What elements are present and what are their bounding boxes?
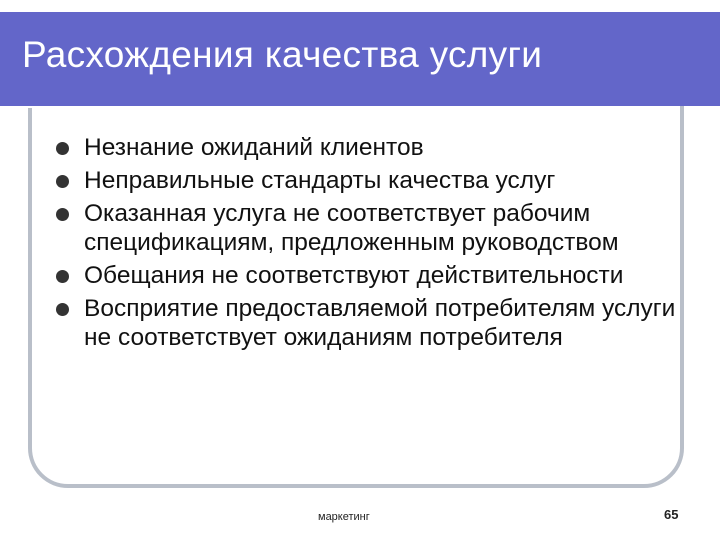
bullet-item xyxy=(56,166,676,195)
footer-label: маркетинг xyxy=(318,511,370,523)
bullet-text: Незнание ожиданий клиентов xyxy=(84,134,424,161)
title-underline xyxy=(0,106,634,108)
bullet-text: Обещания не соответствуют действительности xyxy=(84,262,624,289)
bullet-dot-icon xyxy=(56,208,69,221)
title-bar xyxy=(0,12,720,106)
bullet-item xyxy=(56,133,676,162)
bullet-dot-icon xyxy=(56,142,69,155)
bullet-text: Восприятие предоставляемой потребителям услуги не соответствует ожиданиям потребителя xyxy=(84,295,676,351)
bullet-dot-icon xyxy=(56,303,69,316)
bullet-text: Оказанная услуга не соответствует рабочим спецификациям, предложенным руководством xyxy=(84,200,619,256)
bullet-item xyxy=(56,294,676,352)
bullet-dot-icon xyxy=(56,270,69,283)
bullet-list xyxy=(56,133,676,352)
bullet-item xyxy=(56,261,676,290)
bullet-dot-icon xyxy=(56,175,69,188)
slide-content xyxy=(56,133,676,356)
slide-title: Расхождения качества услуги xyxy=(22,34,543,75)
bullet-text: Неправильные стандарты качества услуг xyxy=(84,167,556,194)
page-number: 65 xyxy=(664,507,679,522)
title-notch xyxy=(0,0,720,12)
bullet-item xyxy=(56,199,676,257)
